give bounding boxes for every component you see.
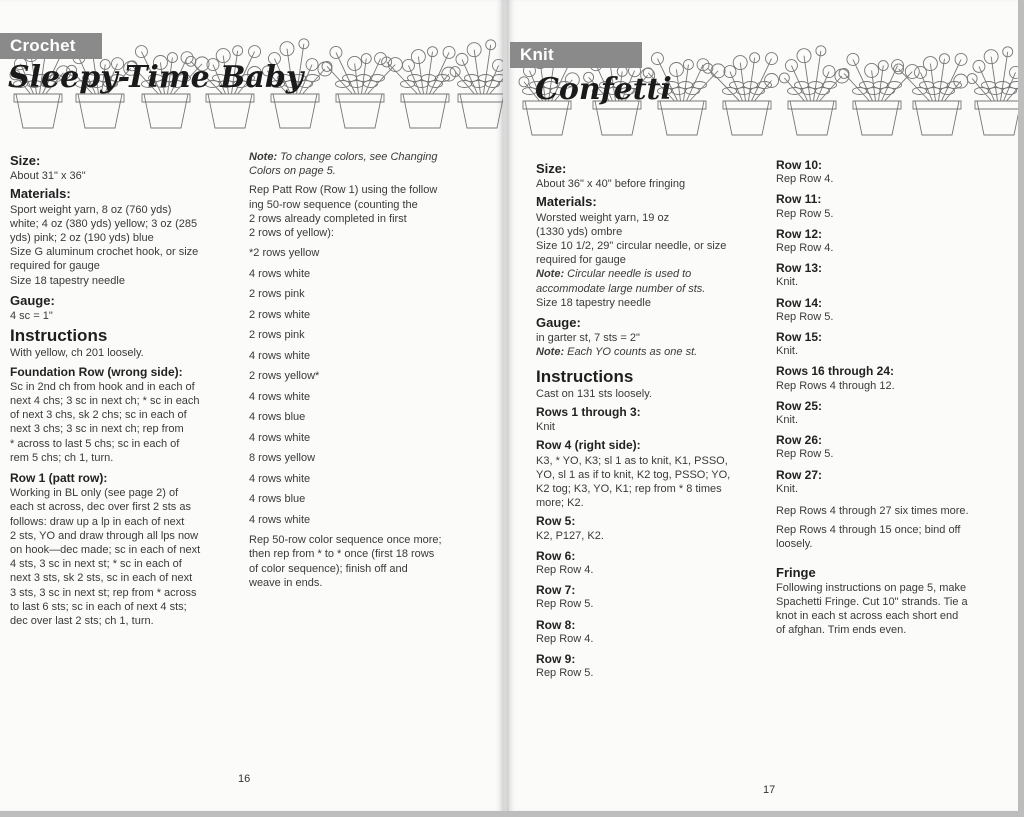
rows-1-3-heading: Rows 1 through 3: <box>536 405 641 420</box>
materials-list <box>10 203 235 288</box>
row-heading: Row 13: <box>776 261 823 276</box>
text-line: dec over last 2 sts; ch 1, turn. <box>10 615 154 628</box>
text-line: weave in ends. <box>249 576 323 589</box>
flower-bloom <box>839 68 849 78</box>
row-text: Knit. <box>776 414 799 427</box>
color-row: 2 rows yellow* <box>249 370 320 383</box>
text-line: Following instructions on page 5, make <box>776 581 967 594</box>
materials-line: required for gauge <box>10 260 100 273</box>
text-line: of afghan. Trim ends even. <box>776 624 907 637</box>
flower-pot <box>271 94 319 128</box>
instructions-intro: With yellow, ch 201 loosely. <box>10 347 144 360</box>
text-line: Rep Rows 4 through 15 once; bind off <box>776 524 961 537</box>
color-row: 4 rows blue <box>249 493 306 506</box>
flower-stem <box>1004 72 1016 101</box>
row-text: Rep Rows 4 through 12. <box>776 379 895 392</box>
note-label: Note: <box>536 268 565 281</box>
row-text: Rep Row 4. <box>536 564 594 577</box>
row-text: Knit. <box>776 345 799 358</box>
row-heading: Row 5: <box>536 514 576 529</box>
right-column-1 <box>536 158 768 681</box>
foundation-row-text <box>10 380 235 465</box>
section-tag: Knit <box>510 42 642 68</box>
text-line: Colors on page 5. <box>249 165 336 178</box>
text-line: * across to last 5 chs; sc in each of <box>10 437 180 450</box>
size-heading: Size: <box>536 161 567 176</box>
row1-heading: Row 1 (patt row): <box>10 471 108 486</box>
row-text: Rep Row 5. <box>776 448 834 461</box>
materials-line: Size 10 1/2, 29" circular needle, or size <box>536 240 727 253</box>
pattern-title: Confetti <box>535 72 672 107</box>
color-row: 4 rows white <box>249 513 311 526</box>
row-heading: Rows 16 through 24: <box>776 364 895 379</box>
flower-bloom <box>939 54 949 64</box>
flower-stem <box>708 68 740 101</box>
flower-bloom <box>973 60 985 72</box>
row-heading: Row 10: <box>776 158 823 172</box>
flower-bloom <box>683 60 693 70</box>
flower-pot <box>853 101 901 135</box>
rows-list-2 <box>776 158 1006 496</box>
flower-stem <box>853 59 873 101</box>
flower-stem <box>336 52 356 94</box>
flower-pot <box>206 94 254 128</box>
flower-bloom <box>519 77 529 87</box>
flower-bloom <box>779 73 789 83</box>
gauge-heading: Gauge: <box>536 315 581 331</box>
section-tag: Crochet <box>0 33 102 59</box>
flower-pot <box>975 101 1018 135</box>
text-line: Each YO counts as one st. <box>564 346 698 359</box>
flower-pot <box>458 94 504 128</box>
size-heading: Size: <box>10 153 41 168</box>
flower-stem <box>684 65 689 101</box>
row-heading: Row 12: <box>776 226 823 241</box>
color-row: 4 rows blue <box>249 411 306 424</box>
fringe-text <box>776 581 1006 638</box>
flower-bloom <box>823 66 835 78</box>
text-line: to last 6 sts; sc in each of next 4 sts; <box>10 600 187 613</box>
row-heading: Row 27: <box>776 467 823 482</box>
flower-bloom <box>456 53 468 65</box>
text-line: Spachetti Fringe. Cut 10" strands. Tie a <box>776 596 968 609</box>
text-line: 4 sts, 3 sc in next st; * sc in each of <box>10 558 182 571</box>
flower-pot <box>336 94 384 128</box>
color-row: 2 rows pink <box>249 329 305 342</box>
flower-stem <box>939 59 945 101</box>
text-line: accommodate large number of sts. <box>536 282 706 295</box>
text-line: on hook—dec made; sc in each of next <box>10 544 201 557</box>
text-line: 2 rows of yellow): <box>249 227 334 240</box>
materials-line: white; 4 oz (380 yds) yellow; 3 oz (285 <box>10 217 198 230</box>
left-column-1 <box>10 150 235 628</box>
text-line: Rep Patt Row (Row 1) using the follow <box>249 184 438 197</box>
note-label: Note: <box>536 346 565 359</box>
gauge-text: 4 sc = 1" <box>10 310 53 323</box>
flower-stem <box>368 65 396 94</box>
flower-bloom <box>1003 47 1013 57</box>
flower-bloom <box>766 53 778 65</box>
text-line: Working in BL only (see page 2) of <box>10 487 179 500</box>
instructions-heading: Instructions <box>536 366 634 386</box>
flower-stem <box>427 52 433 94</box>
row-text: Rep Row 4. <box>536 632 594 645</box>
foundation-row-heading: Foundation Row (wrong side): <box>10 364 183 379</box>
color-row: 2 rows white <box>249 308 311 321</box>
row-text: Rep Row 5. <box>536 667 594 680</box>
text-line: next 4 chs; 3 sc in next ch; * sc in each <box>10 395 200 408</box>
text-line: rem 5 chs; ch 1, turn. <box>10 451 114 464</box>
row-heading: Row 8: <box>536 617 576 632</box>
color-row: 4 rows white <box>249 431 311 444</box>
materials-list <box>536 211 768 310</box>
row-text: Rep Row 5. <box>776 207 834 220</box>
flower-pot <box>788 101 836 135</box>
flower-bloom <box>724 66 736 78</box>
color-row: 4 rows white <box>249 267 311 280</box>
row4-heading: Row 4 (right side): <box>536 438 641 453</box>
row-text: Knit. <box>776 276 799 289</box>
row-heading: Row 15: <box>776 330 823 345</box>
repeat-bind-off-text <box>776 523 1006 551</box>
materials-line: Sport weight yarn, 8 oz (760 yds) <box>10 203 172 216</box>
row-heading: Row 14: <box>776 295 823 310</box>
text-line: of color sequence); finish off and <box>249 562 408 575</box>
flower-bloom <box>750 53 760 63</box>
flower-stem <box>408 65 420 94</box>
right-page <box>507 0 1018 811</box>
rows-list-1 <box>536 514 768 680</box>
text-line: To change colors, see Changing <box>277 151 438 163</box>
text-line: of next 3 chs, sk 2 chs; sc in each of <box>10 409 187 422</box>
text-line: K3, * YO, K3; sl 1 as to knit, K1, PSSO, <box>536 454 728 467</box>
text-line: Circular needle is used to <box>564 268 692 281</box>
gauge-heading: Gauge: <box>10 292 55 308</box>
text-line: 2 rows already completed in first <box>249 212 407 225</box>
text-line: loosely. <box>776 538 813 551</box>
materials-line: Worsted weight yarn, 19 oz <box>536 211 670 224</box>
text-line: next 3 chs; 3 sc in next ch; rep from <box>10 423 184 436</box>
materials-line: required for gauge <box>536 254 626 267</box>
text-line: each st across, dec over first 2 sts as <box>10 501 191 514</box>
flower-stem <box>752 59 772 101</box>
color-row: 4 rows white <box>249 472 311 485</box>
flower-pot <box>14 94 62 128</box>
color-row: 4 rows white <box>249 349 311 362</box>
text-line: then rep from * to * once (first 18 rows <box>249 548 435 561</box>
text-line: 3 sts, 3 sc in next st; rep from * across <box>10 586 197 599</box>
leaf <box>1010 82 1019 89</box>
materials-line: yds) pink; 2 oz (190 yds) blue <box>10 232 154 245</box>
flower-pot <box>723 101 771 135</box>
flower-stem <box>749 58 755 101</box>
size-text: About 31" x 36" <box>10 170 86 183</box>
row-text: Rep Row 4. <box>776 173 834 186</box>
flower-pot <box>76 94 124 128</box>
flower-stem <box>920 72 932 101</box>
materials-heading: Materials: <box>536 194 597 210</box>
page-number: 17 <box>763 784 776 796</box>
text-line: ing 50-row sequence (counting the <box>249 198 418 211</box>
row1-text <box>10 486 235 628</box>
flower-stem <box>885 72 913 101</box>
flower-stem <box>899 69 930 101</box>
materials-line: Size 18 tapestry needle <box>536 296 651 309</box>
right-column-2 <box>776 158 1006 638</box>
left-column-2 <box>249 150 484 590</box>
color-row: 4 rows white <box>249 390 311 403</box>
text-line: 2 sts, YO and draw through all lps now <box>10 529 199 542</box>
color-row: 8 rows yellow <box>249 452 316 465</box>
repeat-text: Rep Rows 4 through 27 six times more. <box>776 505 969 518</box>
text-line: more; K2. <box>536 497 584 510</box>
color-row: *2 rows yellow <box>249 247 320 260</box>
color-sequence-list <box>249 246 484 527</box>
flower-bloom <box>375 53 387 65</box>
flower-pot <box>913 101 961 135</box>
flower-stem <box>430 52 450 94</box>
pattern-title: Sleepy-Time Baby <box>8 60 304 95</box>
size-text: About 36" x 40" before fringing <box>536 178 686 191</box>
left-page <box>0 0 504 811</box>
flower-pot <box>142 94 190 128</box>
text-line: YO, sl 1 as if to knit, K2 tog, PSSO; YO, <box>536 468 731 481</box>
fringe-heading: Fringe <box>776 564 816 580</box>
row-text: K2, P127, K2. <box>536 529 604 542</box>
row-heading: Row 9: <box>536 652 576 667</box>
instructions-intro: Cast on 131 sts loosely. <box>536 387 652 400</box>
row-heading: Row 25: <box>776 398 823 413</box>
note-label: Note: <box>249 151 278 163</box>
materials-line: Size G aluminum crochet hook, or size <box>10 246 199 259</box>
materials-note <box>536 267 768 295</box>
text-line: K2 tog; K3, YO, K1; rep from * 8 times <box>536 483 722 496</box>
flower-bloom <box>955 53 967 65</box>
row-text: Rep Row 4. <box>776 242 834 255</box>
instructions-heading: Instructions <box>10 326 108 346</box>
text-line: knot in each st across each short end <box>776 610 959 623</box>
repeat-instructions <box>249 183 484 240</box>
text-line: Rep 50-row color sequence once more; <box>249 534 442 547</box>
row-heading: Row 6: <box>536 548 576 563</box>
row-text: Knit. <box>776 482 799 495</box>
materials-heading: Materials: <box>10 186 71 202</box>
color-row: 2 rows pink <box>249 288 305 301</box>
flower-stem <box>487 65 499 94</box>
flower-bloom <box>651 53 663 65</box>
materials-line: Size 18 tapestry needle <box>10 274 125 287</box>
flower-bloom <box>785 60 797 72</box>
gauge-text: in garter st, 7 sts = 2" <box>536 332 640 345</box>
row4-text <box>536 454 768 511</box>
gauge-note <box>536 345 768 359</box>
flower-stem <box>942 59 962 101</box>
row-heading: Row 11: <box>776 192 822 207</box>
text-line: follows: draw up a lp in each of next <box>10 515 185 528</box>
flower-bloom <box>847 53 859 65</box>
rows-1-3-text: Knit <box>536 421 555 434</box>
color-change-note <box>249 150 484 178</box>
row-text: Rep Row 5. <box>776 310 834 323</box>
flower-bloom <box>249 46 261 58</box>
text-line: Sc in 2nd ch from hook and in each of <box>10 380 195 393</box>
flower-pot <box>401 94 449 128</box>
final-instructions <box>249 533 484 590</box>
row-heading: Row 7: <box>536 583 576 598</box>
materials-line: (1330 yds) ombre <box>536 225 623 238</box>
row-heading: Row 26: <box>776 433 823 448</box>
flower-stem <box>730 72 743 101</box>
row-text: Rep Row 5. <box>536 598 594 611</box>
text-line: next 3 sts, sk 2 sts, sc in each of next <box>10 572 193 585</box>
page-number: 16 <box>238 773 251 785</box>
